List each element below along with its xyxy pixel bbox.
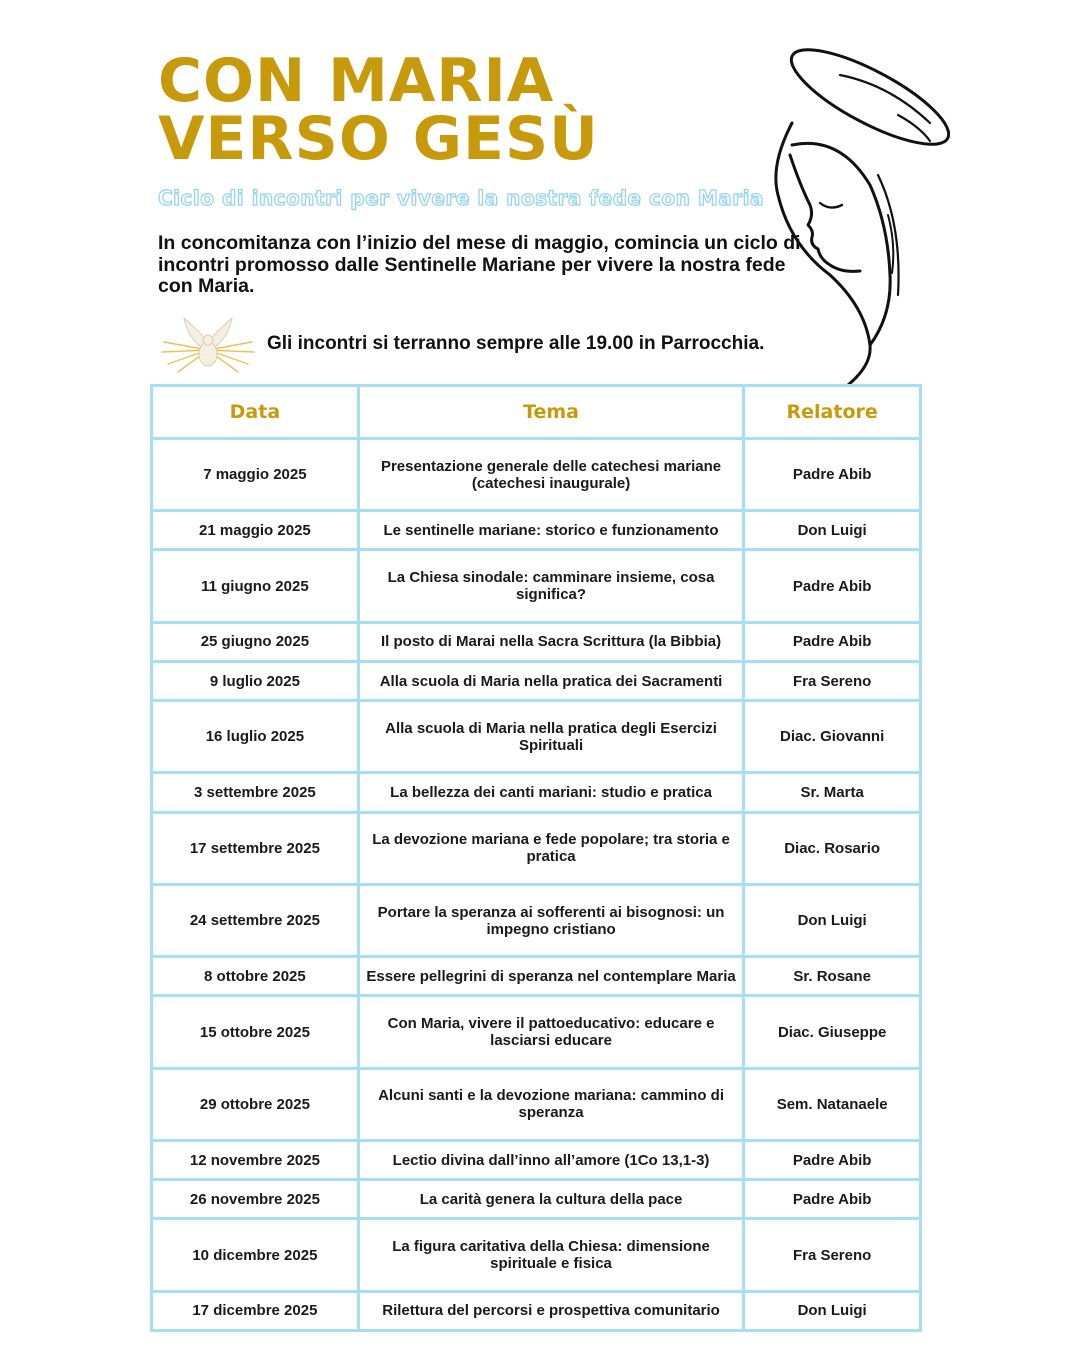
cell-theme: La Chiesa sinodale: camminare insieme, cosa significa? xyxy=(358,550,744,622)
cell-speaker: Padre Abib xyxy=(744,1141,921,1180)
header-date: Data xyxy=(152,386,359,439)
cell-theme: Le sentinelle mariane: storico e funzionamento xyxy=(358,511,744,550)
cell-theme: Il posto di Marai nella Sacra Scrittura (la Bibbia) xyxy=(358,622,744,661)
cell-speaker: Sr. Marta xyxy=(744,773,921,812)
table-header-row xyxy=(152,386,921,439)
table-row xyxy=(152,1068,921,1140)
cell-theme: La carità genera la cultura della pace xyxy=(358,1180,744,1219)
cell-speaker: Padre Abib xyxy=(744,550,921,622)
cell-date: 11 giugno 2025 xyxy=(152,550,359,622)
cell-speaker: Sr. Rosane xyxy=(744,957,921,996)
subtitle: Ciclo di incontri per vivere la nostra fede con Maria xyxy=(158,186,764,210)
table-row xyxy=(152,996,921,1068)
cell-speaker: Fra Sereno xyxy=(744,1219,921,1291)
table-body xyxy=(152,439,921,1331)
cell-speaker: Diac. Giuseppe xyxy=(744,996,921,1068)
cell-speaker: Padre Abib xyxy=(744,622,921,661)
cell-speaker: Sem. Natanaele xyxy=(744,1068,921,1140)
mary-halo-icon xyxy=(770,45,950,385)
cell-date: 21 maggio 2025 xyxy=(152,511,359,550)
header-theme: Tema xyxy=(358,386,744,439)
title-line-2: VERSO GESÙ xyxy=(158,104,599,174)
table-row xyxy=(152,884,921,956)
intro-paragraph: In concomitanza con l’inizio del mese di maggio, comincia un ciclo di incontri promosso dalle Sentinelle Mariane per vivere la nostra fede con Maria. xyxy=(158,232,801,297)
table-row xyxy=(152,812,921,884)
cell-speaker: Don Luigi xyxy=(744,884,921,956)
cell-theme: Alla scuola di Maria nella pratica degli Esercizi Spirituali xyxy=(358,701,744,773)
table-row xyxy=(152,550,921,622)
cell-speaker: Padre Abib xyxy=(744,439,921,511)
cell-date: 26 novembre 2025 xyxy=(152,1180,359,1219)
cell-theme: Con Maria, vivere il pattoeducativo: educare e lasciarsi educare xyxy=(358,996,744,1068)
schedule-table xyxy=(150,384,922,1332)
cell-date: 8 ottobre 2025 xyxy=(152,957,359,996)
cell-theme: La devozione mariana e fede popolare; tra storia e pratica xyxy=(358,812,744,884)
table-row xyxy=(152,773,921,812)
cell-theme: Presentazione generale delle catechesi mariane (catechesi inaugurale) xyxy=(358,439,744,511)
cell-date: 10 dicembre 2025 xyxy=(152,1219,359,1291)
cell-speaker: Don Luigi xyxy=(744,1291,921,1330)
cell-speaker: Fra Sereno xyxy=(744,661,921,700)
table-row xyxy=(152,957,921,996)
cell-date: 9 luglio 2025 xyxy=(152,661,359,700)
table-row xyxy=(152,1291,921,1330)
cell-theme: La figura caritativa della Chiesa: dimensione spirituale e fisica xyxy=(358,1219,744,1291)
cell-theme: Essere pellegrini di speranza nel contemplare Maria xyxy=(358,957,744,996)
cell-theme: Alcuni santi e la devozione mariana: cammino di speranza xyxy=(358,1068,744,1140)
cell-date: 25 giugno 2025 xyxy=(152,622,359,661)
cell-theme: Rilettura del percorsi e prospettiva comunitario xyxy=(358,1291,744,1330)
cell-speaker: Diac. Rosario xyxy=(744,812,921,884)
cell-speaker: Padre Abib xyxy=(744,1180,921,1219)
page-title xyxy=(158,46,599,174)
cell-date: 3 settembre 2025 xyxy=(152,773,359,812)
table-row xyxy=(152,439,921,511)
table-row xyxy=(152,511,921,550)
cell-date: 17 settembre 2025 xyxy=(152,812,359,884)
cell-date: 7 maggio 2025 xyxy=(152,439,359,511)
table-row xyxy=(152,1141,921,1180)
header-speaker: Relatore xyxy=(744,386,921,439)
cell-theme: La bellezza dei canti mariani: studio e pratica xyxy=(358,773,744,812)
cell-date: 24 settembre 2025 xyxy=(152,884,359,956)
table-row xyxy=(152,661,921,700)
cell-theme: Alla scuola di Maria nella pratica dei Sacramenti xyxy=(358,661,744,700)
cell-date: 16 luglio 2025 xyxy=(152,701,359,773)
schedule-note: Gli incontri si terranno sempre alle 19.00 in Parrocchia. xyxy=(267,333,765,354)
dove-icon xyxy=(158,312,258,378)
cell-theme: Lectio divina dall’inno all’amore (1Co 13,1-3) xyxy=(358,1141,744,1180)
title-line-1: CON MARIA xyxy=(158,46,555,116)
table-row xyxy=(152,1180,921,1219)
cell-date: 15 ottobre 2025 xyxy=(152,996,359,1068)
table-row xyxy=(152,1219,921,1291)
cell-date: 17 dicembre 2025 xyxy=(152,1291,359,1330)
cell-theme: Portare la speranza ai sofferenti ai bisognosi: un impegno cristiano xyxy=(358,884,744,956)
cell-date: 29 ottobre 2025 xyxy=(152,1068,359,1140)
cell-speaker: Don Luigi xyxy=(744,511,921,550)
table-row xyxy=(152,701,921,773)
table-row xyxy=(152,622,921,661)
cell-speaker: Diac. Giovanni xyxy=(744,701,921,773)
cell-date: 12 novembre 2025 xyxy=(152,1141,359,1180)
